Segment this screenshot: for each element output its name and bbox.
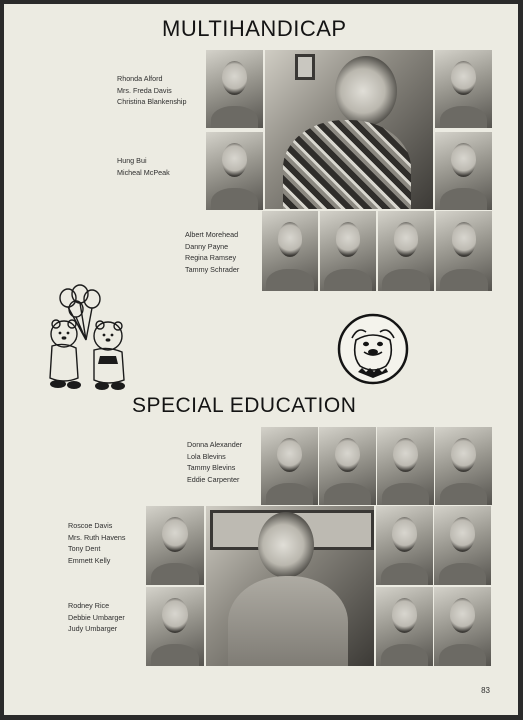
- name-list-multi-1: [117, 73, 187, 108]
- name-item: Micheal McPeak: [117, 167, 170, 177]
- portrait-photo: [435, 50, 492, 128]
- name-list-special-2: [68, 520, 126, 566]
- name-item: Rhonda Alford: [117, 74, 163, 83]
- name-item: Lola Blevins: [187, 451, 226, 461]
- name-item: Tammy Blevins: [187, 463, 236, 473]
- portrait-photo: [434, 587, 491, 666]
- portrait-photo: [376, 587, 433, 666]
- group-photo-teacher: [206, 506, 374, 666]
- portrait-photo: [146, 506, 204, 585]
- bear-balloons-illustration: [38, 284, 134, 396]
- portrait-photo: [377, 427, 434, 505]
- name-item: Roscoe Davis: [68, 521, 113, 530]
- bulldog-mascot-logo: [336, 312, 410, 386]
- portrait-photo: [435, 427, 492, 505]
- name-item: Hung Bui: [117, 156, 147, 165]
- name-item: Mrs. Freda Davis: [117, 85, 172, 95]
- section-title-multihandicap: MULTIHANDICAP: [162, 16, 347, 41]
- name-item: Eddie Carpenter: [187, 474, 240, 484]
- name-item: Albert Morehead: [185, 230, 239, 239]
- name-item: Danny Payne: [185, 241, 229, 251]
- page-number: 83: [481, 686, 490, 695]
- portrait-photo: [262, 211, 318, 291]
- name-item: Donna Alexander: [187, 440, 243, 449]
- portrait-photo: [146, 587, 204, 666]
- group-photo-teacher: [265, 50, 433, 209]
- name-item: Mrs. Ruth Havens: [68, 532, 126, 542]
- section-title-special-education: SPECIAL EDUCATION: [132, 394, 357, 417]
- portrait-photo: [435, 132, 492, 210]
- name-item: Christina Blankenship: [117, 97, 187, 107]
- name-list-multi-2: [117, 155, 170, 178]
- name-list-multi-3: [185, 229, 239, 275]
- name-item: Judy Umbarger: [68, 624, 118, 634]
- portrait-photo: [376, 506, 433, 585]
- portrait-photo: [378, 211, 434, 291]
- name-item: Regina Ramsey: [185, 253, 237, 263]
- portrait-photo: [206, 132, 263, 210]
- name-item: Emmett Kelly: [68, 555, 111, 565]
- portrait-photo: [436, 211, 492, 291]
- portrait-photo: [206, 50, 263, 128]
- portrait-photo: [320, 211, 376, 291]
- name-item: Tony Dent: [68, 544, 101, 554]
- portrait-photo: [319, 427, 376, 505]
- name-item: Rodney Rice: [68, 601, 110, 610]
- name-item: Tammy Schrader: [185, 264, 240, 274]
- name-list-special-3: [68, 600, 125, 635]
- name-item: Debbie Umbarger: [68, 612, 125, 622]
- name-list-special-1: [187, 439, 242, 485]
- portrait-photo: [434, 506, 491, 585]
- yearbook-page: [4, 4, 518, 715]
- portrait-photo: [261, 427, 318, 505]
